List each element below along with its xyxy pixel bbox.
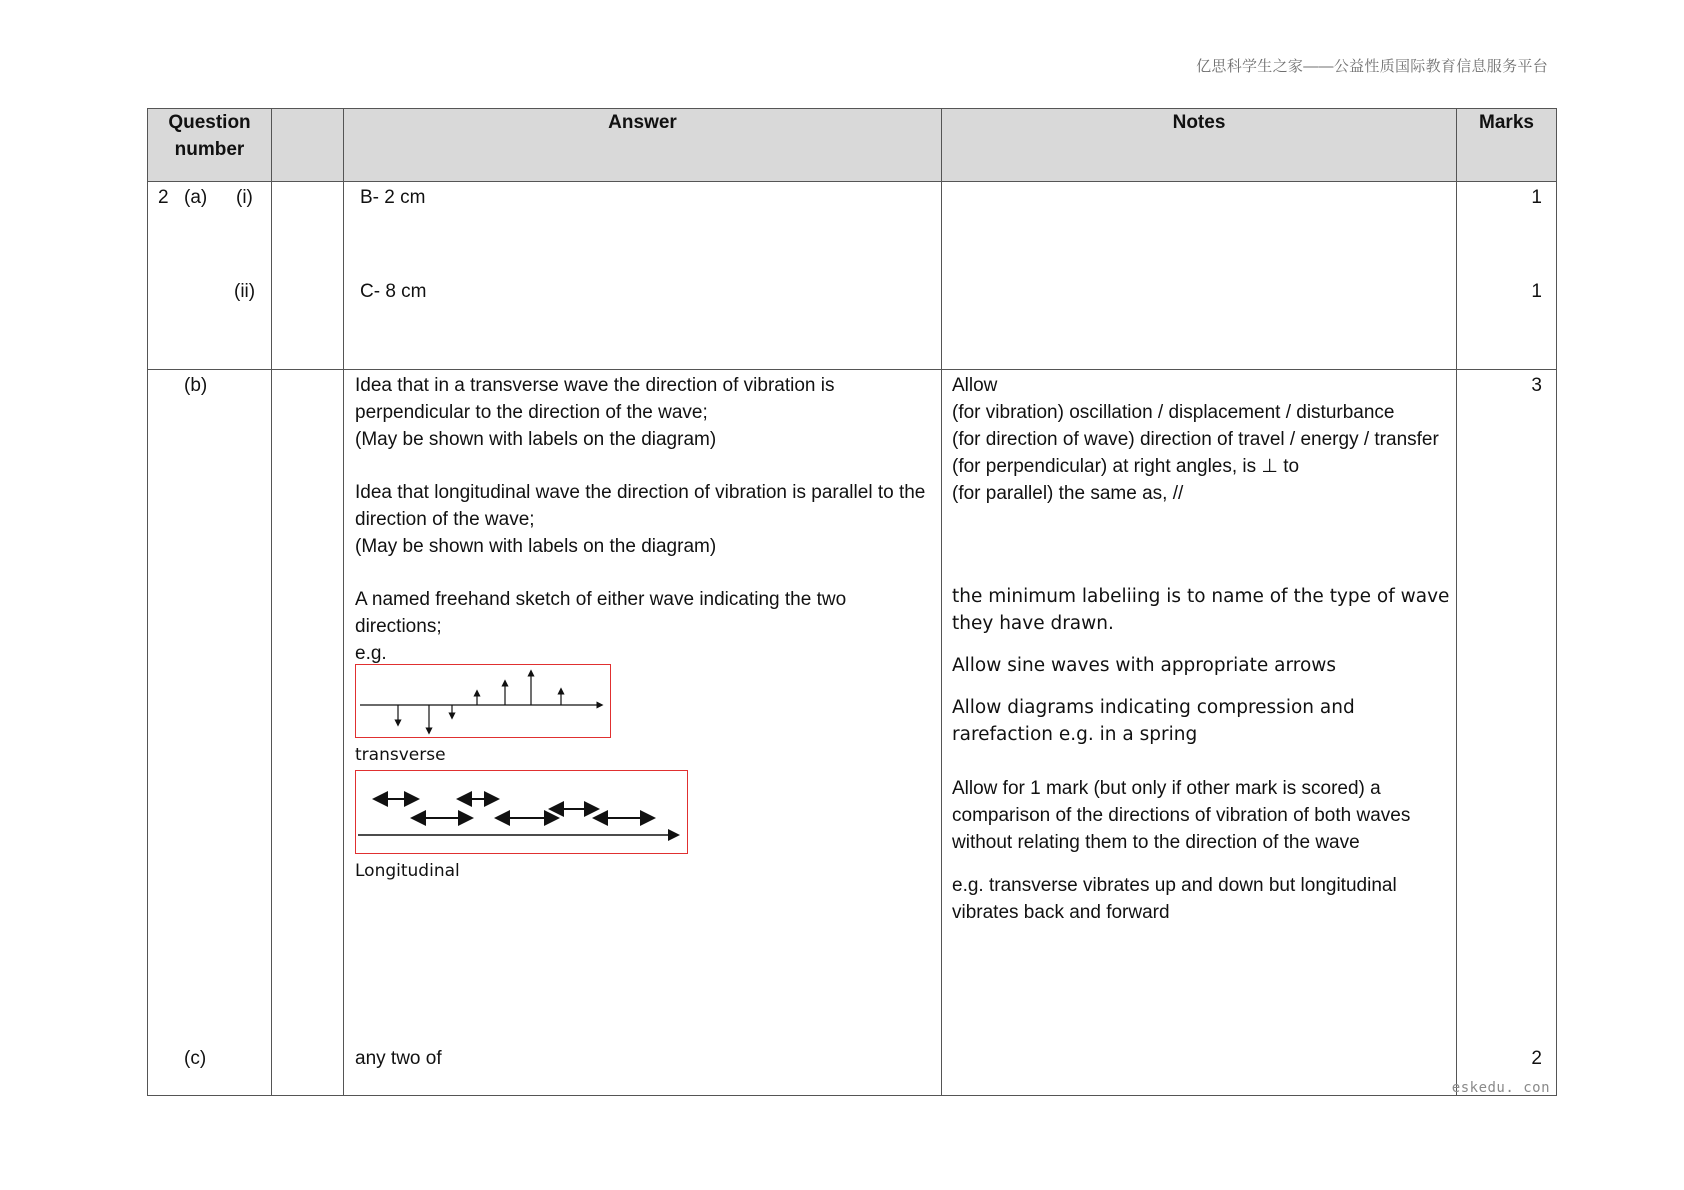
notes-allow: Allow xyxy=(952,375,998,396)
header-answer: Answer xyxy=(344,109,942,182)
subpart-i: (i) xyxy=(236,187,253,208)
notes-example: e.g. transverse vibrates up and down but longitudinal vibrates back and forward xyxy=(952,875,1397,923)
question-cell-2b xyxy=(148,370,272,1096)
blank-cell-2a xyxy=(272,182,344,370)
answer-eg: e.g. xyxy=(355,643,387,664)
answer-2a-i: B- 2 cm xyxy=(360,187,426,208)
answer-2a-ii: C- 8 cm xyxy=(360,281,427,302)
table-header-row xyxy=(148,109,1557,182)
notes-vibration: (for vibration) oscillation / displacement / disturbance xyxy=(952,402,1395,423)
marks-2a-i: 1 xyxy=(1531,187,1542,208)
header-blank xyxy=(272,109,344,182)
notes-minimum-labelling: the minimum labeliing is to name of the type of wave they have drawn. xyxy=(952,586,1450,634)
header-question-number: Question number xyxy=(148,109,272,182)
longitudinal-wave-sketch xyxy=(356,771,687,853)
marks-cell-2a xyxy=(1457,182,1557,370)
subpart-ii: (ii) xyxy=(234,281,256,302)
question-number: 2 xyxy=(158,187,169,208)
notes-cell-2a xyxy=(942,182,1457,370)
transverse-label: transverse xyxy=(355,745,446,765)
notes-one-mark: Allow for 1 mark (but only if other mark is scored) a comparison of the directions of vibration of both waves without relating them to the direction of the wave xyxy=(952,778,1411,853)
transverse-diagram xyxy=(355,664,611,738)
longitudinal-label: Longitudinal xyxy=(355,861,460,881)
answer-transverse-idea: Idea that in a transverse wave the direction of vibration is perpendicular to the direction of the wave; xyxy=(355,375,835,423)
mark-scheme-table xyxy=(147,108,1557,1096)
notes-direction: (for direction of wave) direction of travel / energy / transfer xyxy=(952,429,1439,450)
header-watermark: 亿思科学生之家——公益性质国际教育信息服务平台 xyxy=(1196,58,1548,75)
footer-watermark: eskedu. con xyxy=(1451,1080,1550,1096)
marks-2b: 3 xyxy=(1531,375,1542,396)
transverse-wave-sketch xyxy=(356,665,610,737)
answer-longitudinal-note: (May be shown with labels on the diagram) xyxy=(355,536,717,557)
notes-sine-waves: Allow sine waves with appropriate arrows xyxy=(952,655,1337,676)
answer-cell-2b xyxy=(344,370,942,1096)
notes-parallel: (for parallel) the same as, // xyxy=(952,483,1184,504)
question-part-c: (c) xyxy=(184,1048,207,1069)
marks-2c: 2 xyxy=(1531,1048,1542,1069)
notes-cell-2b xyxy=(942,370,1457,1096)
notes-compression: Allow diagrams indicating compression and rarefaction e.g. in a spring xyxy=(952,697,1355,745)
answer-transverse-note: (May be shown with labels on the diagram) xyxy=(355,429,717,450)
question-cell-2a xyxy=(148,182,272,370)
blank-cell-2b xyxy=(272,370,344,1096)
notes-perpendicular: (for perpendicular) at right angles, is ⊥ to xyxy=(952,456,1300,477)
header-marks: Marks xyxy=(1457,109,1557,182)
question-part-a: (a) xyxy=(184,187,208,208)
answer-2c: any two of xyxy=(355,1048,442,1069)
answer-longitudinal-idea: Idea that longitudinal wave the direction of vibration is parallel to the direction of the wave; xyxy=(355,482,926,530)
longitudinal-diagram xyxy=(355,770,688,854)
marks-cell-2b xyxy=(1457,370,1557,1096)
answer-cell-2a xyxy=(344,182,942,370)
table-row-2a xyxy=(148,182,1557,370)
header-notes: Notes xyxy=(942,109,1457,182)
marks-2a-ii: 1 xyxy=(1531,281,1542,302)
answer-sketch-instruction: A named freehand sketch of either wave indicating the two directions; xyxy=(355,589,847,637)
table-row-2b xyxy=(148,370,1557,1096)
question-part-b: (b) xyxy=(184,375,208,396)
